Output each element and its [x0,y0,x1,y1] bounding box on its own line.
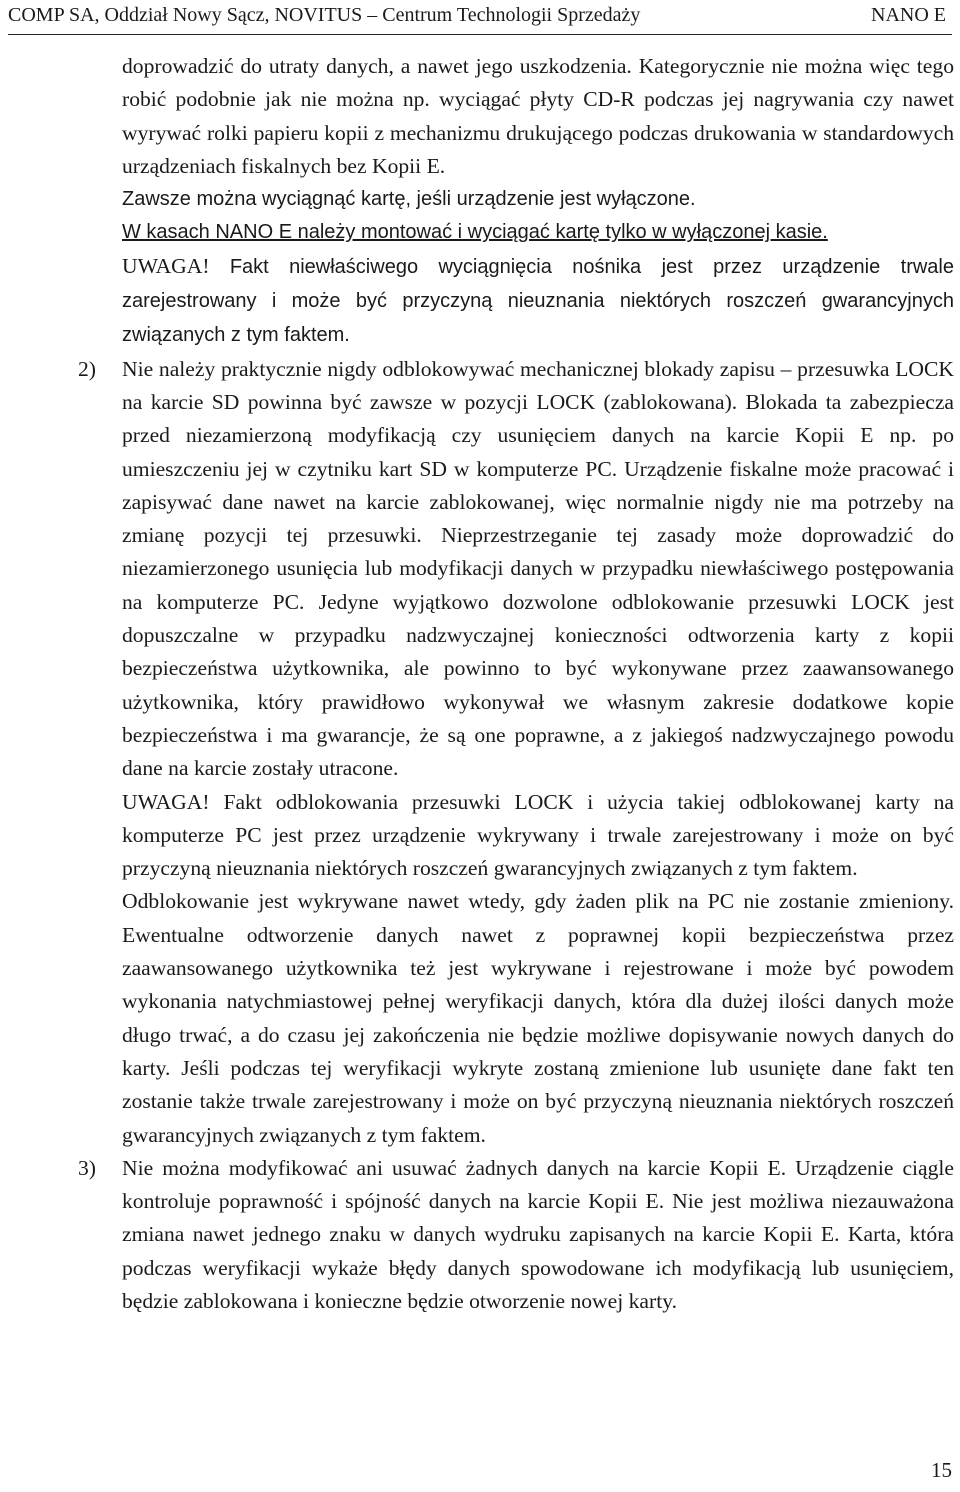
list-item-3 [78,1152,954,1318]
page-content [78,50,955,1318]
intro-paragraph: doprowadzić do utraty danych, a nawet jego uszkodzenia. Kategorycznie nie można więc tego robić podobnie jak nie można np. wyciągać płyty CD-R podczas jej nagrywania czy nawet wyrywać rolki papieru kopii z mechanizmu drukującego podczas drukowania w standardowych urządzeniach fiskalnych bez Kopii E. [122,54,954,178]
header-company: COMP SA, Oddział Nowy Sącz, NOVITUS – Centrum Technologii Sprzedaży [8,4,641,26]
intro-underlined-note: W kasach NANO E należy montować i wyciągać kartę tylko w wyłączonej kasie. [122,221,828,244]
warning-text: Fakt niewłaściwego wyciągnięcia nośnika jest przez urządzenie trwale zarejestrowany i może być przyczyną nieuznania niektórych roszczeń gwarancyjnych związanych z tym faktem. [122,255,954,347]
header-product: NANO E [871,4,946,26]
intro-note: Zawsze można wyciągnąć kartę, jeśli urządzenie jest wyłączone. [122,188,696,211]
list-item-warning [122,786,954,886]
page-header [8,0,952,35]
list-item-paragraph: Nie można modyfikować ani usuwać żadnych danych na karcie Kopii E. Urządzenie ciągle kontroluje poprawność i spójność danych na karcie Kopii E. Nie jest możliwa niezauważona zmiana nawet jednego znaku w danych wydruku zapisanych na karcie Kopii E. Karta, która podczas weryfikacji wykaże błędy danych spowodowane ich modyfikacją lub usunięciem, będzie zablokowana i konieczne będzie otworzenie nowej karty. [122,1155,954,1313]
page-number: 15 [931,1458,952,1482]
warning-label: UWAGA! [122,253,210,278]
warning-text: Fakt odblokowania przesuwki LOCK i użycia takiej odblokowanej karty na komputerze PC jest przez urządzenie wykrywany i trwale zarejestrowany i może on być przyczyną nieuznania niektórych roszczeń gwarancyjnych związanych z tym faktem. [122,789,955,881]
intro-warning [122,250,954,353]
list-item-paragraph: Nie należy praktycznie nigdy odblokowywać mechanicznej blokady zapisu – przesuwka LOCK na karcie SD powinna być zawsze w pozycji LOCK (zablokowana). Blokada ta zabezpiecza przed niezamierzoną modyfikacją czy usunięciem danych na karcie Kopii E np. po umieszczeniu jej w czytniku kart SD w komputerze PC. Urządzenie fiskalne może pracować i zapisywać dane nawet na karcie zablokowanej, więc normalnie nigdy nie ma potrzeby na zmianę pozycji tej przesuwki. Nieprzestrzeganie tej zasady może doprowadzić do niezamierzonego usunięcia lub modyfikacji danych w przypadku niewłaściwego postępowania na komputerze PC. Jedyne wyjątkowo dozwolone odblokowanie przesuwki LOCK jest dopuszczalne w przypadku nadzwyczajnej konieczności odtworzenia karty z kopii bezpieczeństwa użytkownika, ale powinno to być wykonywane przez zaawansowanego użytkownika, który prawidłowo wykonywał we własnym zakresie dodatkowe kopie bezpieczeństwa i ma gwarancje, że są one poprawne, a z jakiegoś nadzwyczajnego powodu dane na karcie zostały utracone. [122,356,954,781]
list-item-2 [78,353,955,1152]
list-number: 2) [78,356,96,381]
warning-label: UWAGA! [122,789,210,814]
list-number: 3) [78,1155,96,1180]
list-item-extra: Odblokowanie jest wykrywane nawet wtedy, gdy żaden plik na PC nie zostanie zmieniony. Ewentualne odtworzenie danych nawet z poprawnej kopii bezpieczeństwa przez zaawansowanego użytkownika też jest wykrywane i rejestrowane i może być powodem wykonania natychmiastowej pełnej weryfikacji danych, która dla dużej ilości danych może długo trwać, a do czasu jej zakończenia nie będzie możliwe dopisywanie nowych danych do karty. Jeśli podczas tej weryfikacji wykryte zostaną zmienione lub usunięte dane fakt ten zostanie także trwale zarejestrowany i może on być przyczyną nieuznania niektórych roszczeń gwarancyjnych związanych z tym faktem. [122,889,954,1147]
